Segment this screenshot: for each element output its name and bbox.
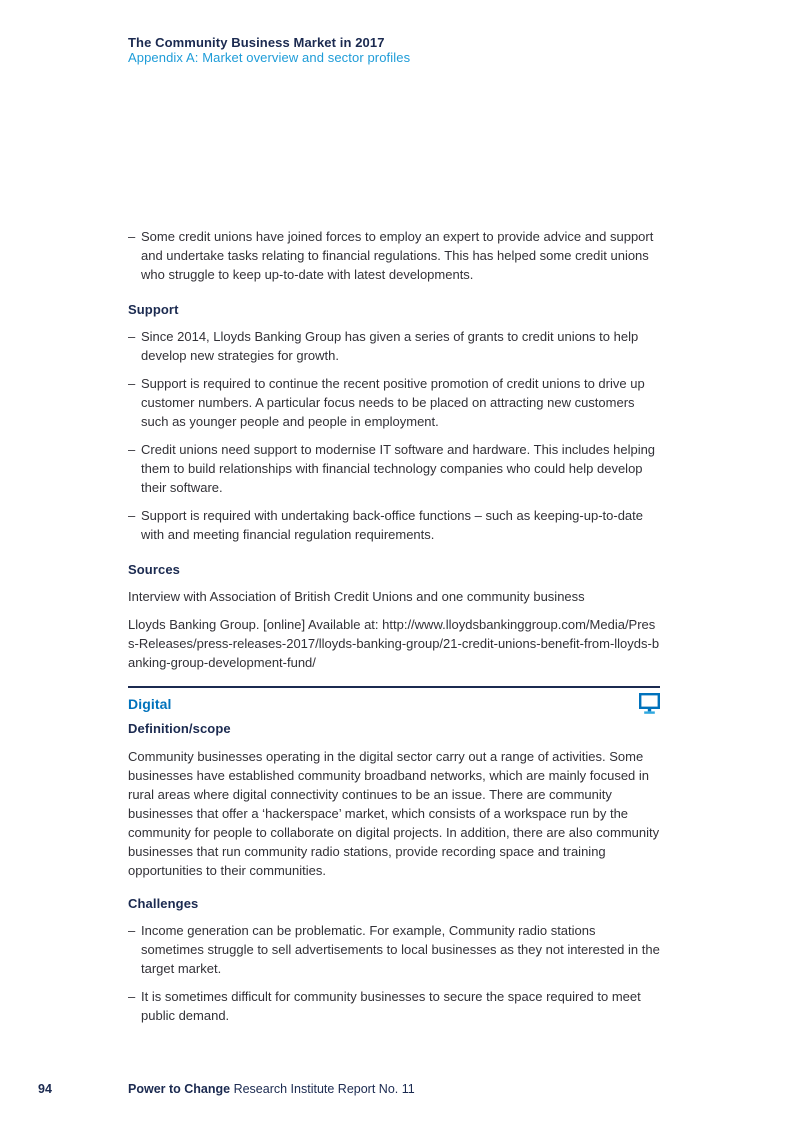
intro-bullet-list (128, 227, 660, 284)
sources-paragraph: Interview with Association of British Credit Unions and one community business (128, 589, 585, 604)
list-item: – Support is required with undertaking back-office functions – such as keeping-up-to-date with and meeting financial regulation requirements. (128, 506, 660, 544)
list-item: – Support is required to continue the recent positive promotion of credit unions to drive up customer numbers. A particular focus needs to be placed on attracting new customers such as younger people and people in employment. (128, 374, 660, 431)
support-bullet-list (128, 327, 660, 544)
challenges-bullet-list (128, 921, 660, 1025)
support-heading: Support (128, 302, 179, 317)
list-item: – Since 2014, Lloyds Banking Group has given a series of grants to credit unions to help develop new strategies for growth. (128, 327, 660, 365)
page-number: 94 (38, 1082, 52, 1096)
main-content (128, 227, 660, 1025)
list-item: – It is sometimes difficult for community businesses to secure the space required to meet public demand. (128, 987, 660, 1025)
digital-section-header (128, 688, 660, 715)
report-title: Research Institute Report No. 11 (233, 1082, 415, 1096)
definition-scope-paragraph: Community businesses operating in the digital sector carry out a range of activities. Some businesses have established community broadband networks, which are mainly focused in rural areas where digital connectivity continues to be an issue. There are community businesses that offer a ‘hackerspace’ market, which consists of a workspace run by the community for people to collaborate on digital projects. In addition, there are also community businesses that run community radio stations, provide recording space and training opportunities to their communities. (128, 749, 660, 878)
page-header (128, 36, 410, 65)
sources-heading: Sources (128, 562, 181, 577)
sources-reference-url: Lloyds Banking Group. [online] Available at: http://www.lloydsbankinggroup.com/Media/Press-Releases/press-releases-2017/lloyds-banking-group/21-credit-unions-benefit-from-lloyds-banking-group-development-fund/ (128, 617, 660, 670)
page-footer (0, 1082, 800, 1102)
footer-report-line (128, 1082, 415, 1096)
document-title: The Community Business Market in 2017 (128, 35, 385, 50)
challenges-heading: Challenges (128, 896, 199, 911)
monitor-icon (639, 693, 660, 715)
publisher-name: Power to Change (128, 1082, 231, 1096)
list-item: – Income generation can be problematic. For example, Community radio stations sometimes struggle to sell advertisements to local businesses as they not interested in the target market. (128, 921, 660, 978)
document-subtitle: Appendix A: Market overview and sector profiles (128, 49, 411, 65)
list-item: – Credit unions need support to modernise IT software and hardware. This includes helping them to build relationships with financial technology companies who could help develop their software. (128, 440, 660, 497)
digital-heading: Digital (128, 695, 172, 712)
list-item: – Some credit unions have joined forces to employ an expert to provide advice and support and undertake tasks relating to financial regulations. This has helped some credit unions who struggle to keep up-to-date with latest developments. (128, 227, 660, 284)
definition-scope-heading: Definition/scope (128, 721, 231, 736)
